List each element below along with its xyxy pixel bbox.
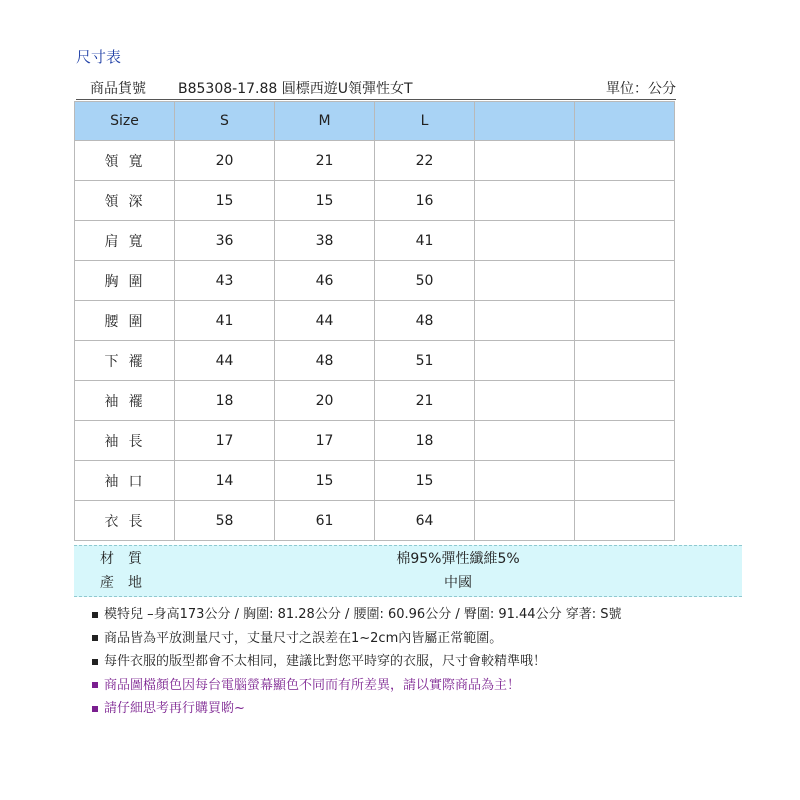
- cell: [475, 421, 575, 461]
- material-label: 材質: [100, 551, 156, 567]
- table-row: [75, 461, 675, 501]
- table-row: [75, 221, 675, 261]
- row-label: 肩寬: [75, 221, 175, 261]
- note-item: [92, 650, 732, 674]
- cell: 20: [175, 141, 275, 181]
- cell: [575, 421, 675, 461]
- cell: 20: [275, 381, 375, 421]
- row-label: 袖口: [75, 461, 175, 501]
- cell: 18: [375, 421, 475, 461]
- note-text: 每件衣服的版型都會不太相同，建議比對您平時穿的衣服，尺寸會較精準哦！: [104, 654, 547, 670]
- header-empty: [575, 102, 675, 141]
- cell: [575, 301, 675, 341]
- cell: 18: [175, 381, 275, 421]
- note-text: 模特兒 –身高173公分 / 胸圍: 81.28公分 / 腰圍: 60.96公分 / 臀圍: 91.44公分 穿著: S號: [104, 607, 622, 622]
- cell: [575, 181, 675, 221]
- notes-list: [92, 603, 732, 721]
- cell: [575, 461, 675, 501]
- cell: [575, 141, 675, 181]
- cell: 15: [375, 461, 475, 501]
- cell: 15: [275, 461, 375, 501]
- material-section: [74, 545, 742, 597]
- material-value: 棉95%彈性纖維5%: [396, 551, 520, 567]
- cell: 44: [275, 301, 375, 341]
- cell: [475, 301, 575, 341]
- cell: [475, 461, 575, 501]
- cell: 51: [375, 341, 475, 381]
- origin-row: [74, 572, 742, 596]
- note-text: 請仔細思考再行購買喲~: [104, 701, 245, 717]
- cell: 22: [375, 141, 475, 181]
- cell: 14: [175, 461, 275, 501]
- cell: 16: [375, 181, 475, 221]
- row-label: 袖長: [75, 421, 175, 461]
- square-bullet-icon: [92, 706, 98, 712]
- cell: 21: [275, 141, 375, 181]
- table-row: [75, 301, 675, 341]
- page-title: 尺寸表: [76, 48, 122, 66]
- origin-value: 中國: [444, 575, 472, 591]
- table-row: [75, 181, 675, 221]
- size-header-row: [75, 102, 675, 141]
- header-l: L: [375, 102, 475, 141]
- row-label: 領寬: [75, 141, 175, 181]
- cell: 21: [375, 381, 475, 421]
- table-row: [75, 261, 675, 301]
- cell: 48: [275, 341, 375, 381]
- row-label: 領深: [75, 181, 175, 221]
- product-info: [76, 78, 676, 100]
- note-text: 商品圖檔顏色因每台電腦螢幕顯色不同而有所差異，請以實際商品為主！: [104, 677, 521, 693]
- cell: [575, 261, 675, 301]
- square-bullet-icon: [92, 659, 98, 665]
- square-bullet-icon: [92, 635, 98, 641]
- cell: 17: [275, 421, 375, 461]
- cell: [475, 501, 575, 541]
- cell: 58: [175, 501, 275, 541]
- cell: [475, 381, 575, 421]
- table-row: [75, 421, 675, 461]
- cell: 41: [175, 301, 275, 341]
- unit-label: 單位：公分: [606, 81, 676, 97]
- cell: 50: [375, 261, 475, 301]
- cell: [475, 341, 575, 381]
- cell: [475, 141, 575, 181]
- header-s: S: [175, 102, 275, 141]
- cell: [475, 221, 575, 261]
- cell: [575, 381, 675, 421]
- note-item: [92, 603, 732, 627]
- header-size: Size: [75, 102, 175, 141]
- row-label: 袖襬: [75, 381, 175, 421]
- cell: 17: [175, 421, 275, 461]
- cell: [575, 501, 675, 541]
- table-row: [75, 501, 675, 541]
- note-item: [92, 674, 732, 698]
- square-bullet-icon: [92, 612, 98, 618]
- note-item: [92, 697, 732, 721]
- header-m: M: [275, 102, 375, 141]
- cell: 36: [175, 221, 275, 261]
- row-label: 下襬: [75, 341, 175, 381]
- header-empty: [475, 102, 575, 141]
- product-code-label: 商品貨號: [90, 81, 146, 97]
- origin-label: 產地: [100, 575, 156, 591]
- cell: 46: [275, 261, 375, 301]
- cell: [575, 341, 675, 381]
- material-row: [74, 548, 742, 572]
- cell: 15: [175, 181, 275, 221]
- note-item: [92, 627, 732, 651]
- divider: [76, 99, 676, 100]
- cell: 43: [175, 261, 275, 301]
- product-code: B85308-17.88 圓標西遊U領彈性女T: [178, 81, 413, 97]
- cell: [475, 181, 575, 221]
- cell: 44: [175, 341, 275, 381]
- row-label: 胸圍: [75, 261, 175, 301]
- square-bullet-icon: [92, 682, 98, 688]
- row-label: 衣長: [75, 501, 175, 541]
- cell: 38: [275, 221, 375, 261]
- cell: [575, 221, 675, 261]
- cell: 48: [375, 301, 475, 341]
- note-text: 商品皆為平放測量尺寸，丈量尺寸之誤差在1~2cm內皆屬正常範圍。: [104, 630, 503, 646]
- cell: 64: [375, 501, 475, 541]
- cell: 41: [375, 221, 475, 261]
- cell: 61: [275, 501, 375, 541]
- row-label: 腰圍: [75, 301, 175, 341]
- size-table: [74, 101, 675, 541]
- cell: [475, 261, 575, 301]
- cell: 15: [275, 181, 375, 221]
- table-row: [75, 381, 675, 421]
- table-row: [75, 141, 675, 181]
- table-row: [75, 341, 675, 381]
